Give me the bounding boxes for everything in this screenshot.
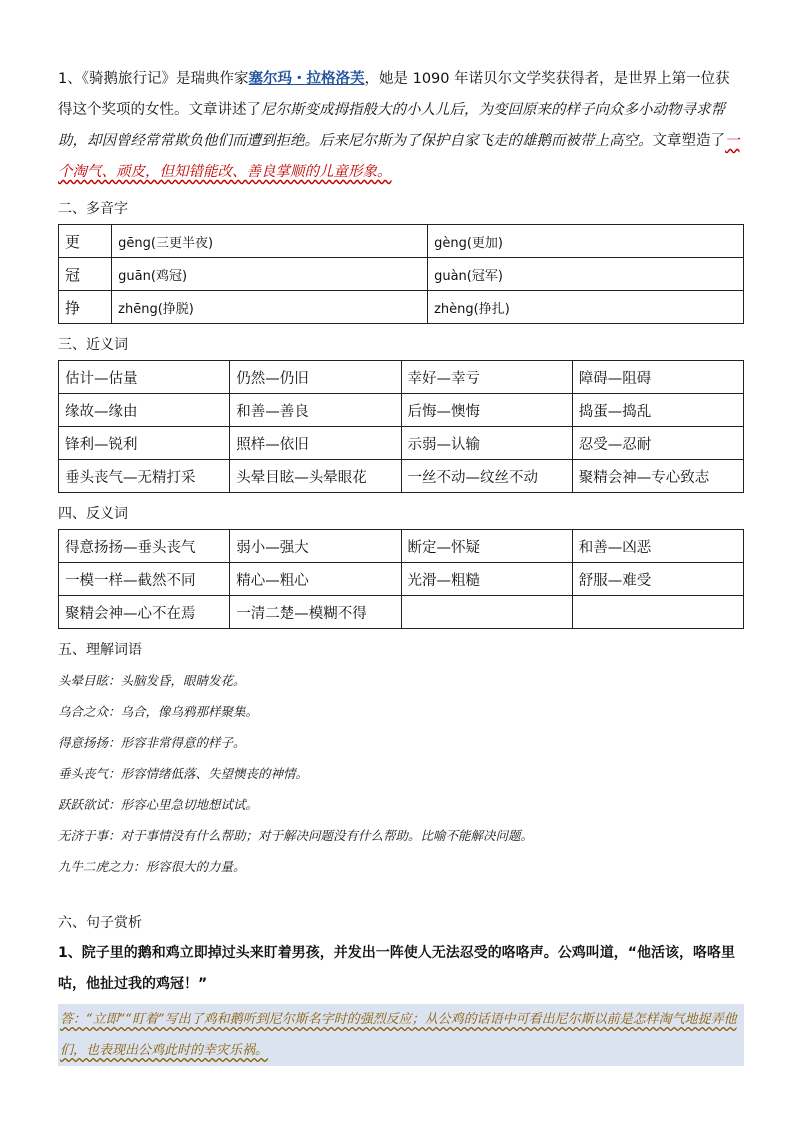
table-cell: 和善—善良: [230, 394, 401, 427]
vocabulary-list: [58, 665, 744, 882]
table-cell: 估计—估量: [59, 361, 230, 394]
antonyms-table: [58, 529, 744, 629]
table-cell: 挣: [59, 291, 112, 324]
list-item: 无济于事：对于事情没有什么帮助；对于解决问题没有什么帮助。比喻不能解决问题。: [58, 828, 534, 843]
table-cell: zhèng(挣扎): [428, 291, 744, 324]
table-row: [59, 563, 744, 596]
table-cell: 一清二楚—模糊不得: [230, 596, 401, 629]
table-cell: 障碍—阻碍: [572, 361, 743, 394]
table-cell: 捣蛋—捣乱: [572, 394, 743, 427]
list-item: 乌合之众：乌合，像乌鸦那样聚集。: [58, 704, 259, 719]
table-cell: 更: [59, 225, 112, 258]
table-cell: 光滑—粗糙: [401, 563, 572, 596]
section-title-sentence-analysis: 六、句子赏析: [58, 915, 142, 931]
table-cell: 断定—怀疑: [401, 530, 572, 563]
document-page: [58, 64, 744, 1066]
table-cell: 忍受—忍耐: [572, 427, 743, 460]
table-cell: 得意扬扬—垂头丧气: [59, 530, 230, 563]
list-item: 头晕目眩：头脑发昏，眼睛发花。: [58, 673, 246, 688]
table-cell: [401, 596, 572, 629]
table-cell: 幸好—幸亏: [401, 361, 572, 394]
table-cell: 头晕目眩—头晕眼花: [230, 460, 401, 493]
table-cell: guān(鸡冠): [112, 258, 428, 291]
intro-paragraph: [58, 64, 744, 188]
table-row: [59, 596, 744, 629]
intro-mid: ，她是 1090 年诺贝尔文学奖获得者，是世界上第一位获得这个奖项的女性。文章讲述了: [58, 71, 730, 118]
table-cell: zhēng(挣脱): [112, 291, 428, 324]
table-cell: 舒服—难受: [572, 563, 743, 596]
table-row: [59, 361, 744, 394]
table-cell: 冠: [59, 258, 112, 291]
table-cell: 一丝不动—纹丝不动: [401, 460, 572, 493]
synonyms-table: [58, 360, 744, 493]
polyphone-table: [58, 224, 744, 324]
author-name: 塞尔玛・拉格洛芙: [248, 71, 365, 87]
table-cell: 一模一样—截然不同: [59, 563, 230, 596]
table-row: [59, 530, 744, 563]
table-cell: 缘故—缘由: [59, 394, 230, 427]
table-cell: guàn(冠军): [428, 258, 744, 291]
list-item: 得意扬扬：形容非常得意的样子。: [58, 735, 246, 750]
table-row: [59, 427, 744, 460]
section-title-antonyms: 四、反义词: [58, 506, 128, 522]
table-row: [59, 291, 744, 324]
table-cell: 和善—凶恶: [572, 530, 743, 563]
table-cell: gēng(三更半夜): [112, 225, 428, 258]
section-title-synonyms: 三、近义词: [58, 337, 128, 353]
table-cell: 垂头丧气—无精打采: [59, 460, 230, 493]
intro-mid2: 文章塑造了: [652, 133, 725, 149]
answer-text: 答：“立即”“盯着”写出了鸡和鹅听到尼尔斯名字时的强烈反应；从公鸡的话语中可看出尼尔斯以前是怎样淘气地捉弄他们，也表现出公鸡此时的幸灾乐祸。: [60, 1012, 737, 1058]
table-cell: 示弱—认输: [401, 427, 572, 460]
table-cell: 照样—依旧: [230, 427, 401, 460]
list-item: 九牛二虎之力：形容很大的力量。: [58, 859, 246, 874]
intro-prefix: 1、《骑鹅旅行记》是瑞典作家: [58, 71, 249, 87]
section-title-polyphone: 二、多音字: [58, 201, 128, 217]
table-row: [59, 258, 744, 291]
table-cell: gèng(更加): [428, 225, 744, 258]
list-item: 跃跃欲试：形容心里急切地想试试。: [58, 797, 259, 812]
table-cell: 聚精会神—心不在焉: [59, 596, 230, 629]
table-cell: 聚精会神—专心致志: [572, 460, 743, 493]
table-cell: 锋利—锐利: [59, 427, 230, 460]
table-row: [59, 225, 744, 258]
example-sentence: 1、院子里的鹅和鸡立即掉过头来盯着男孩，并发出一阵使人无法忍受的咯咯声。公鸡叫道，“他活该，咯咯里咕，他扯过我的鸡冠！”: [58, 945, 735, 992]
table-row: [59, 460, 744, 493]
table-cell: 后悔—懊悔: [401, 394, 572, 427]
table-cell: 仍然—仍旧: [230, 361, 401, 394]
character-image: 一个淘气、顽皮，但知错能改、善良掌顺的儿童形象。: [58, 133, 740, 180]
section-title-vocabulary: 五、理解词语: [58, 642, 142, 658]
story-summary: 尼尔斯变成拇指般大的小人儿后，为变回原来的样子向众多小动物寻求帮助，却因曾经常常欺负他们而遭到拒绝。后来尼尔斯为了保护自家飞走的雄鹅而被带上高空。: [58, 102, 725, 149]
table-row: [59, 394, 744, 427]
list-item: 垂头丧气：形容情绪低落、失望懊丧的神情。: [58, 766, 309, 781]
table-cell: 精心—粗心: [230, 563, 401, 596]
table-cell: 弱小—强大: [230, 530, 401, 563]
answer-box: [58, 1004, 744, 1066]
table-cell: [572, 596, 743, 629]
